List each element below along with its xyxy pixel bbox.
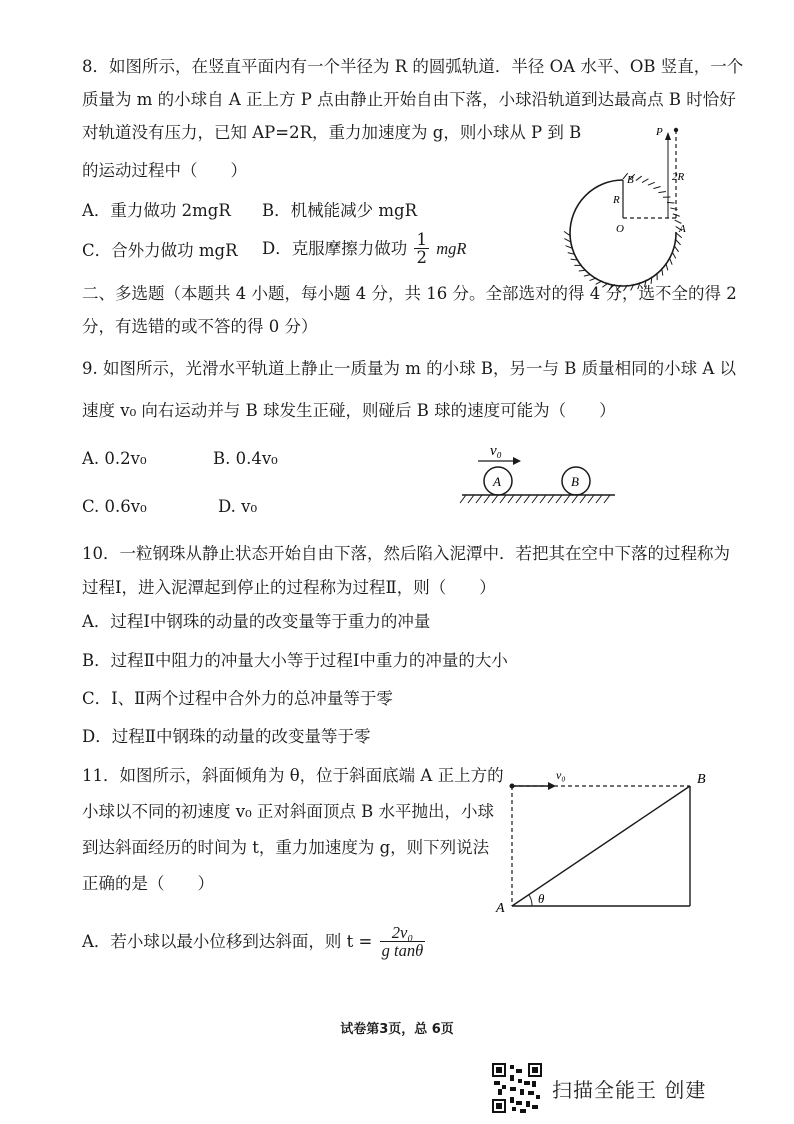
q8-label-a: A — [679, 223, 686, 235]
q10-line2: 过程Ⅰ，进入泥潭起到停止的过程称为过程Ⅱ，则（ ） — [82, 578, 496, 597]
q8-label-b: B — [627, 174, 634, 186]
q8-line1: 8．如图所示，在竖直平面内有一个半径为 R 的圆弧轨道．半径 OA 水平、OB 竖直，一个 — [82, 57, 744, 76]
page-footer: 试卷第3页，总 6页 — [340, 1022, 454, 1037]
scanner-watermark-text: 扫描全能王 创建 — [552, 1077, 707, 1102]
q9-option-d: D. v₀ — [218, 497, 258, 516]
q11-line4: 正确的是（ ） — [82, 874, 214, 893]
q10-option-d: D．过程Ⅱ中钢珠的动量的改变量等于零 — [82, 727, 371, 746]
q11-angle-arc — [529, 895, 532, 906]
q8-label-2r: 2R — [672, 171, 685, 183]
q9-line1: 9. 如图所示，光滑水平轨道上静止一质量为 m 的小球 B，另一与 B 质量相同的小球 A 以 — [82, 359, 737, 378]
q11-line2: 小球以不同的初速度 v₀ 正对斜面顶点 B 水平抛出，小球 — [82, 802, 495, 821]
q8-label-o: O — [616, 223, 624, 235]
q10-option-a: A．过程Ⅰ中钢珠的动量的改变量等于重力的冲量 — [82, 612, 431, 631]
q11-label-b: B — [697, 772, 706, 787]
q8-line2: 质量为 m 的小球自 A 正上方 P 点由静止开始自由下落，小球沿轨道到达最高点 B 时恰好 — [82, 90, 736, 109]
q11-ball — [510, 784, 515, 789]
q11-line3: 到达斜面经历的时间为 t，重力加速度为 g，则下列说法 — [82, 838, 490, 857]
q11-label-v0: v₀ — [556, 768, 566, 782]
q11-option-a-prefix: A．若小球以最小位移到达斜面，则 t = — [82, 932, 373, 951]
q10-option-b: B．过程Ⅱ中阻力的冲量大小等于过程Ⅰ中重力的冲量的大小 — [82, 651, 508, 670]
scanner-watermark — [492, 1062, 706, 1114]
q9-option-b: B. 0.4v₀ — [213, 449, 278, 468]
section2-line2: 分，有选错的或不答的得 0 分） — [82, 317, 318, 336]
q8-label-p: P — [656, 126, 663, 138]
q11-label-a: A — [496, 901, 505, 916]
q10-line1: 10．一粒钢珠从静止状态开始自由下落，然后陷入泥潭中．若把其在空中下落的过程称为 — [82, 544, 730, 563]
q8-option-a: A．重力做功 2mgR — [82, 201, 231, 220]
q11-option-a-numerator: 2v₀ — [380, 925, 426, 942]
q8-option-b: B．机械能减少 mgR — [262, 201, 418, 220]
q9-ball-a-label: A — [493, 474, 501, 489]
q10-option-c: C．Ⅰ、Ⅱ两个过程中合外力的总冲量等于零 — [82, 689, 393, 708]
q9-label-v0: v₀ — [490, 443, 502, 459]
qr-code-icon — [492, 1063, 542, 1113]
q8-option-d-prefix: D．克服摩擦力做功 — [262, 239, 408, 258]
q9-option-a: A. 0.2v₀ — [82, 449, 147, 468]
q11-incline-hypotenuse — [512, 786, 690, 906]
q8-option-d-denominator: 2 — [416, 248, 427, 267]
q8-option-d-numerator: 1 — [416, 230, 427, 249]
section2-line1: 二、多选题（本题共 4 小题，每小题 4 分，共 16 分。全部选对的得 4 分，选不全的得 2 — [82, 284, 737, 303]
q9-ball-b-label: B — [571, 474, 579, 489]
q8-option-d-suffix: mgR — [436, 239, 467, 258]
q9-option-c: C. 0.6v₀ — [82, 497, 147, 516]
q9-line2: 速度 v₀ 向右运动并与 B 球发生正碰，则碰后 B 球的速度可能为（ ） — [82, 401, 616, 420]
q11-option-a-denominator: g tanθ — [381, 941, 424, 960]
q11-velocity-arrowhead — [548, 782, 556, 790]
q8-label-r: R — [613, 194, 620, 206]
q11-line1: 11．如图所示，斜面倾角为 θ，位于斜面底端 A 正上方的 — [82, 766, 504, 785]
q8-option-c: C．合外力做功 mgR — [82, 241, 238, 260]
q8-line3: 对轨道没有压力，已知 AP=2R，重力加速度为 g，则小球从 P 到 B — [82, 123, 582, 142]
q11-label-theta: θ — [538, 891, 545, 906]
q8-line4: 的运动过程中（ ） — [82, 161, 247, 180]
